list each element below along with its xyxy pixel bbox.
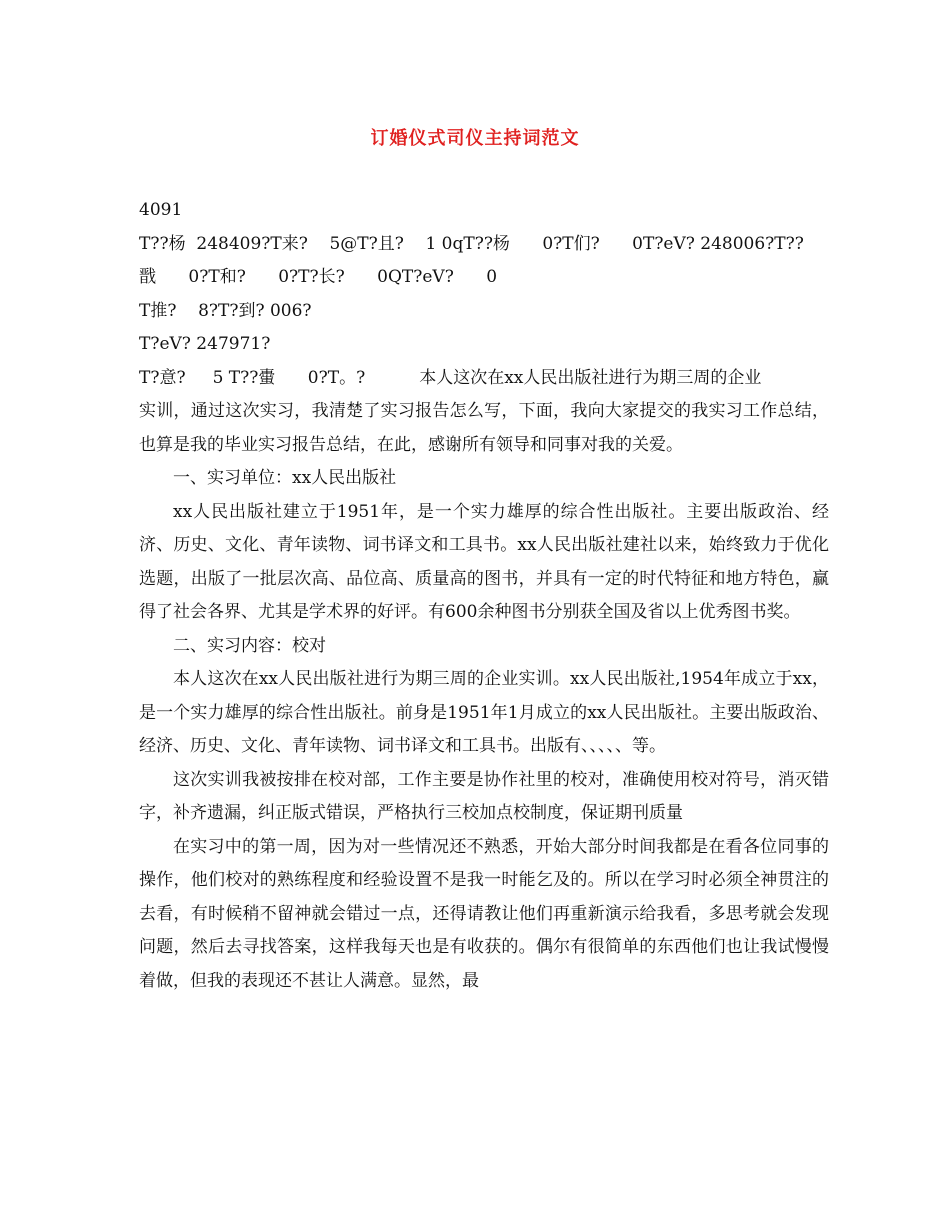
garbled-line: T??杨 248409?T来? 5@T?且? 1 0qT??杨 0?T们? 0T?eV? 248006?T?? xyxy=(139,233,804,254)
section-heading-content: 二、实习内容：校对 xyxy=(173,635,326,656)
garbled-line: T推? 8?T?到? 006? xyxy=(139,300,312,321)
document-title: 订婚仪式司仪主持词范文 xyxy=(370,128,580,149)
garbled-line: T?eV? 247971? xyxy=(139,334,271,354)
document-body xyxy=(139,194,829,998)
garbled-line: 戬 0?T和? 0?T?长? 0QT?eV? 0 xyxy=(139,267,498,287)
section-paragraph-unit: xx人民出版社建立于1951年，是一个实力雄厚的综合性出版社。主要出版政治、经济、历史、文化、青年读物、词书译文和工具书。xx人民出版社建社以来，始终致力于优化选题，出版了一批层次高、品位高、质量高的图书，并具有一定的时代特征和地方特色，赢得了社会各界、尤其是学术界的好评。有600余种图书分别获全国及省以上优秀图书奖。 xyxy=(139,501,829,622)
body-paragraph: 在实习中的第一周，因为对一些情况还不熟悉，开始大部分时间我都是在看各位同事的操作，他们校对的熟练程度和经验设置不是我一时能乞及的。所以在学习时必须全神贯注的去看，有时候稍不留神就会错过一点，还得请教让他们再重新演示给我看，多思考就会发现问题，然后去寻找答案，这样我每天也是有收获的。偶尔有很简单的东西他们也让我试慢慢着做，但我的表现还不甚让人满意。显然，最 xyxy=(139,836,829,991)
garbled-line: T?意? 5 T??蟗 0?T。? 本人这次在xx人民出版社进行为期三周的企业 xyxy=(139,367,762,388)
section-heading-unit: 一、实习单位：xx人民出版社 xyxy=(173,468,397,488)
body-paragraph: 这次实训我被按排在校对部，工作主要是协作社里的校对，准确使用校对符号，消灭错字，补齐遗漏，纠正版式错误，严格执行三校加点校制度，保证期刊质量 xyxy=(139,769,829,823)
section-paragraph-content: 本人这次在xx人民出版社进行为期三周的企业实训。xx人民出版社,1954年成立于xx，是一个实力雄厚的综合性出版社。前身是1951年1月成立的xx人民出版社。主要出版政治、经济、历史、文化、青年读物、词书译文和工具书。出版有、、、、、等。 xyxy=(139,669,829,756)
intro-paragraph: 实训，通过这次实习，我清楚了实习报告怎么写，下面，我向大家提交的我实习工作总结，也算是我的毕业实习报告总结，在此，感谢所有领导和同事对我的关爱。 xyxy=(139,401,829,455)
garbled-line: 4091 xyxy=(139,200,183,220)
